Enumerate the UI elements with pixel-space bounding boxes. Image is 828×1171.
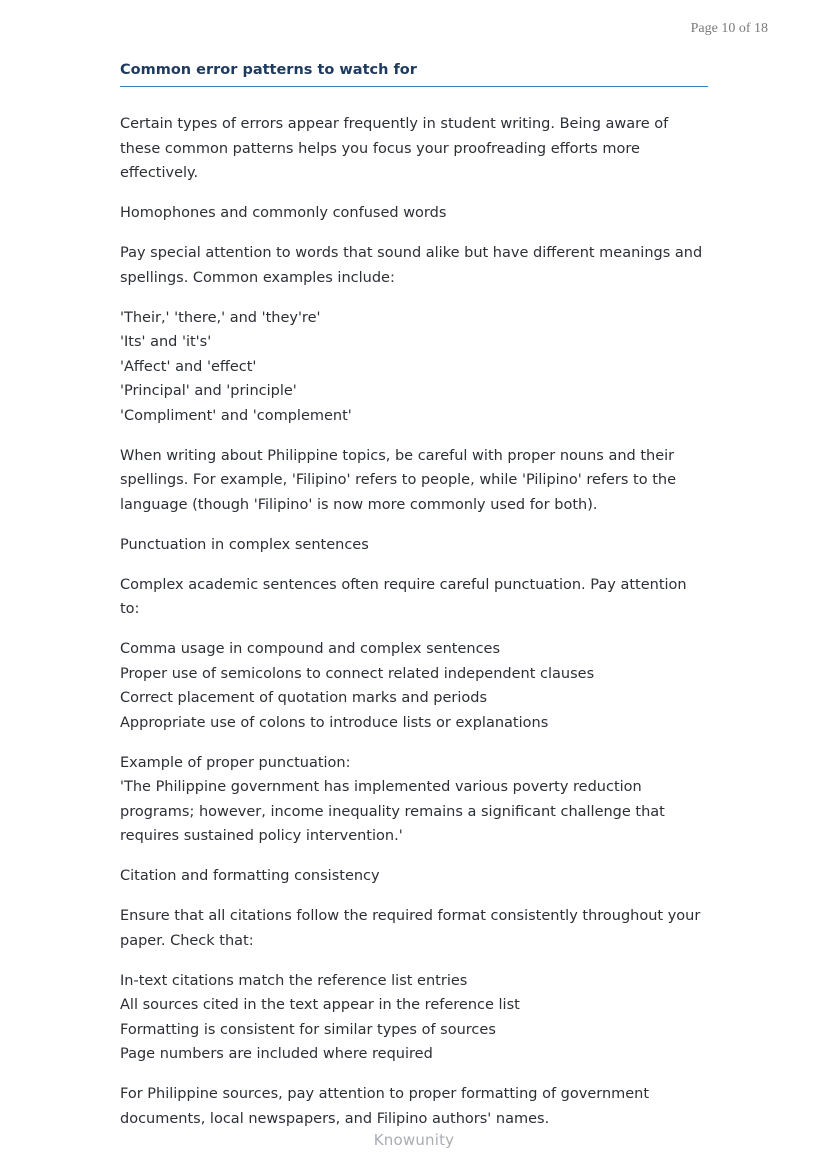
- punctuation-intro-paragraph: Complex academic sentences often require careful punctuation. Pay attention to:: [120, 576, 687, 617]
- list-item: 'Their,' 'there,' and 'they're': [120, 309, 321, 326]
- section-heading: Common error patterns to watch for: [120, 62, 708, 87]
- page-number: Page 10 of 18: [690, 21, 768, 36]
- footer-brand: Knowunity: [373, 1131, 455, 1149]
- list-item: Proper use of semicolons to connect related independent clauses: [120, 665, 595, 682]
- list-item: Comma usage in compound and complex sentences: [120, 641, 501, 657]
- philippine-nouns-paragraph: When writing about Philippine topics, be careful with proper nouns and their spellings. For example, 'Filipino' refers to people, while 'Pilipino' refers to the language (though 'Filipino' is now more commonly used for both).: [120, 447, 677, 513]
- list-item: 'Compliment' and 'complement': [120, 407, 352, 424]
- example-label: Example of proper punctuation:: [120, 754, 351, 771]
- list-item: 'Affect' and 'effect': [120, 358, 257, 375]
- list-item: Correct placement of quotation marks and periods: [120, 690, 488, 706]
- punctuation-subheading: Punctuation in complex sentences: [120, 536, 369, 553]
- homophones-list: [120, 306, 708, 429]
- homophones-intro-paragraph: Pay special attention to words that sound alike but have different meanings and spellings. Common examples include:: [120, 245, 703, 286]
- punctuation-example: [120, 751, 708, 849]
- example-quote: 'The Philippine government has implemented various poverty reduction programs; however, income inequality remains a significant challenge that requires sustained policy intervention.': [120, 779, 665, 844]
- citation-list: [120, 969, 708, 1067]
- list-item: In-text citations match the reference list entries: [120, 972, 468, 989]
- citation-intro-paragraph: Ensure that all citations follow the required format consistently throughout your paper. Check that:: [120, 908, 701, 949]
- citation-subheading: Citation and formatting consistency: [120, 868, 380, 884]
- list-item: Appropriate use of colons to introduce lists or explanations: [120, 714, 549, 731]
- list-item: 'Principal' and 'principle': [120, 383, 297, 399]
- list-item: 'Its' and 'it's': [120, 334, 212, 350]
- homophones-subheading: Homophones and commonly confused words: [120, 205, 447, 221]
- intro-paragraph: Certain types of errors appear frequently in student writing. Being aware of these common patterns helps you focus your proofreading efforts more effectively.: [120, 116, 669, 181]
- philippine-sources-paragraph: For Philippine sources, pay attention to proper formatting of government documents, local newspapers, and Filipino authors' names.: [120, 1086, 650, 1127]
- punctuation-list: [120, 637, 708, 735]
- list-item: Page numbers are included where required: [120, 1046, 433, 1062]
- list-item: All sources cited in the text appear in the reference list: [120, 997, 520, 1013]
- list-item: Formatting is consistent for similar types of sources: [120, 1021, 496, 1038]
- document-content: [120, 62, 708, 1147]
